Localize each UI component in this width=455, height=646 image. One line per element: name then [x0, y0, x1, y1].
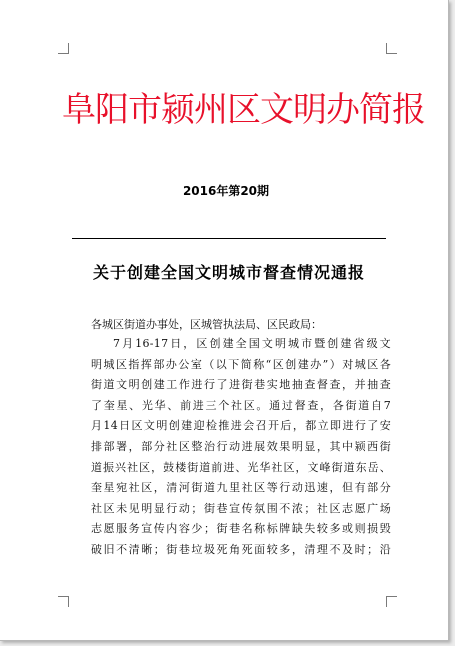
body-line: 社区未见明显行动；街巷宣传氛围不浓；社区志愿广场: [91, 501, 391, 515]
body-line: 明城区指挥部办公室（以下简称“区创建办”）对城区各: [91, 357, 391, 371]
body-line: 破旧不清晰；街巷垃圾死角死面较多，清理不及时；沿: [91, 542, 391, 556]
header-divider: [72, 238, 386, 239]
body-line: 月14日区文明创建迎检推进会召开后，都立即进行了安: [91, 419, 391, 433]
body-line: 了奎星、光华、前进三个社区。通过督查，各街道自7: [91, 398, 391, 412]
crop-mark-bottom-left: [58, 596, 69, 607]
crop-mark-top-left: [58, 43, 69, 54]
document-title: 关于创建全国文明城市督查情况通报: [92, 263, 365, 282]
issue-number: 2016年第20期: [182, 184, 270, 198]
crop-mark-top-right: [386, 43, 397, 54]
salutation: 各城区街道办事处，区城管执法局、区民政局：: [91, 318, 322, 331]
body-line: 7月16-17日，区创建全国文明城市暨创建省级文: [113, 337, 391, 350]
body-line: 街道文明创建工作进行了进街巷实地抽查督查，并抽查: [91, 378, 391, 392]
masthead-title: 阜阳市颍州区文明办简报: [62, 90, 425, 130]
body-line: 志愿服务宣传内容少；街巷名称标牌缺失较多或则损毁: [91, 522, 391, 536]
body-line: 排部署，部分社区整治行动进展效果明显，其中颍西街: [91, 439, 391, 453]
body-line: 道振兴社区，鼓楼街道前进、光华社区，文峰街道东岳、: [91, 460, 391, 474]
body-line: 奎星宛社区，清河街道九里社区等行动迅速，但有部分: [91, 481, 391, 495]
body-text: [91, 336, 391, 563]
crop-mark-bottom-right: [386, 596, 397, 607]
